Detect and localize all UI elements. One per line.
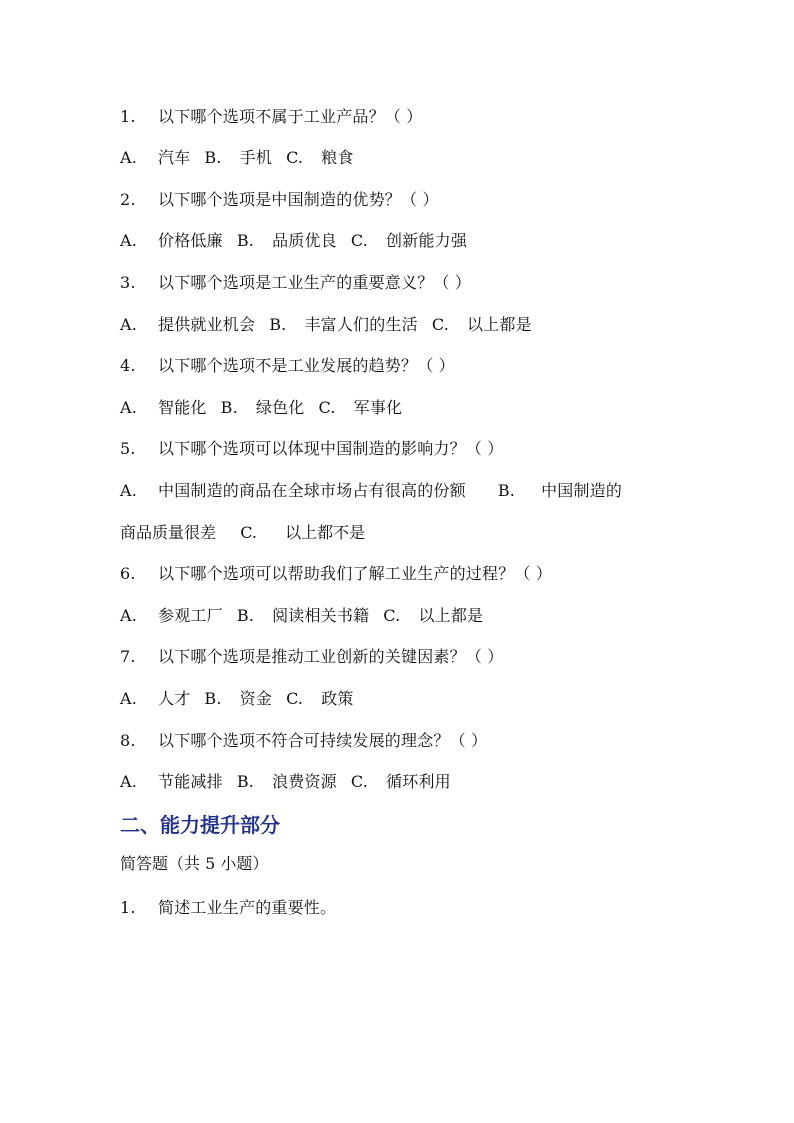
option-b-label: B.: [236, 231, 255, 250]
question-number: 1.: [120, 107, 136, 126]
option-a-text: 节能减排: [158, 772, 223, 791]
option-c-text: 创新能力强: [386, 231, 468, 250]
question-text: 以下哪个选项是工业生产的重要意义？（ ）: [158, 273, 472, 292]
question-text: 以下哪个选项不属于工业产品？（ ）: [158, 107, 423, 126]
option-c-label: C.: [286, 148, 304, 167]
option-b-text: 阅读相关书籍: [272, 606, 370, 625]
option-b-label: B.: [497, 481, 516, 500]
option-c-text: 粮食: [321, 148, 354, 167]
option-c-label: C.: [350, 231, 369, 250]
option-a-label: A.: [120, 772, 138, 791]
option-a-label: A.: [120, 606, 138, 625]
question-number: 7.: [120, 647, 136, 666]
question-1-options: [120, 147, 740, 169]
option-a-text: 提供就业机会: [158, 315, 256, 334]
question-5-options-line-2: [120, 522, 365, 544]
option-c-label: C.: [318, 398, 336, 417]
option-c-text: 以上都是: [418, 606, 484, 625]
question-text: 以下哪个选项是中国制造的优势？（ ）: [158, 190, 439, 209]
option-c-text: 军事化: [353, 398, 403, 417]
option-c-text: 以上都是: [467, 315, 532, 334]
option-b-text: 浪费资源: [272, 772, 337, 791]
question-text: 以下哪个选项不是工业发展的趋势？（ ）: [158, 356, 455, 375]
option-c-label: C.: [286, 689, 304, 708]
option-a-text: 价格低廉: [158, 231, 223, 250]
question-7-options: [120, 688, 740, 710]
question-1: [120, 106, 740, 128]
question-6: [120, 563, 740, 585]
question-6-options: [120, 605, 740, 627]
question-text: 以下哪个选项可以帮助我们了解工业生产的过程？（ ）: [158, 564, 553, 583]
question-4-options: [120, 397, 740, 419]
option-b-label: B.: [236, 606, 255, 625]
option-c-label: C.: [383, 606, 401, 625]
option-a-text: 人才: [158, 689, 191, 708]
question-number: 5.: [120, 439, 136, 458]
option-c-text: 政策: [321, 689, 354, 708]
option-b-text: 资金: [239, 689, 273, 708]
option-c-text: 循环利用: [386, 772, 451, 791]
question-number: 2.: [120, 190, 136, 209]
option-b-label: B.: [269, 315, 287, 334]
option-b-text-part2: 商品质量很差: [120, 523, 217, 542]
option-b-text: 手机: [239, 148, 273, 167]
question-7: [120, 646, 740, 668]
option-b-label: B.: [204, 148, 222, 167]
option-c-label: C.: [240, 523, 257, 542]
short-answer-1: [120, 897, 740, 919]
question-number: 6.: [120, 564, 136, 583]
question-5-options-line-1: [120, 480, 740, 502]
option-a-label: A.: [120, 689, 138, 708]
option-b-label: B.: [220, 398, 238, 417]
question-8: [120, 730, 740, 752]
option-b-text: 丰富人们的生活: [304, 315, 418, 334]
question-text: 以下哪个选项不符合可持续发展的理念？（ ）: [158, 731, 488, 750]
question-2: [120, 189, 740, 211]
question-5: [120, 438, 740, 460]
option-a-text: 中国制造的商品在全球市场占有很高的份额: [158, 481, 466, 500]
question-3-options: [120, 314, 740, 336]
question-4: [120, 355, 740, 377]
option-a-label: A.: [120, 481, 138, 500]
option-c-text: 以上都不是: [285, 523, 366, 542]
option-c-label: C.: [350, 772, 369, 791]
option-b-text-part1: 中国制造的: [541, 481, 623, 500]
option-a-text: 参观工厂: [158, 606, 223, 625]
option-a-text: 智能化: [158, 398, 207, 417]
short-answer-number: 1.: [120, 898, 136, 917]
option-a-label: A.: [120, 148, 138, 167]
short-answer-text: 简述工业生产的重要性。: [158, 898, 337, 917]
option-a-label: A.: [120, 398, 138, 417]
option-b-label: B.: [204, 689, 222, 708]
option-a-text: 汽车: [158, 148, 191, 167]
option-b-text: 绿色化: [255, 398, 305, 417]
question-2-options: [120, 230, 740, 252]
question-text: 以下哪个选项是推动工业创新的关键因素？（ ）: [158, 647, 504, 666]
option-a-label: A.: [120, 315, 138, 334]
question-text: 以下哪个选项可以体现中国制造的影响力？（ ）: [158, 439, 504, 458]
section-title: 二、能力提升部分: [120, 813, 280, 837]
question-8-options: [120, 771, 740, 793]
option-c-label: C.: [431, 315, 450, 334]
question-number: 8.: [120, 731, 136, 750]
question-number: 4.: [120, 356, 136, 375]
question-number: 3.: [120, 273, 136, 292]
option-b-label: B.: [236, 772, 255, 791]
question-3: [120, 272, 740, 294]
section-subtitle: 简答题（共 5 小题）: [120, 854, 269, 873]
option-b-text: 品质优良: [272, 231, 337, 250]
option-a-label: A.: [120, 231, 138, 250]
